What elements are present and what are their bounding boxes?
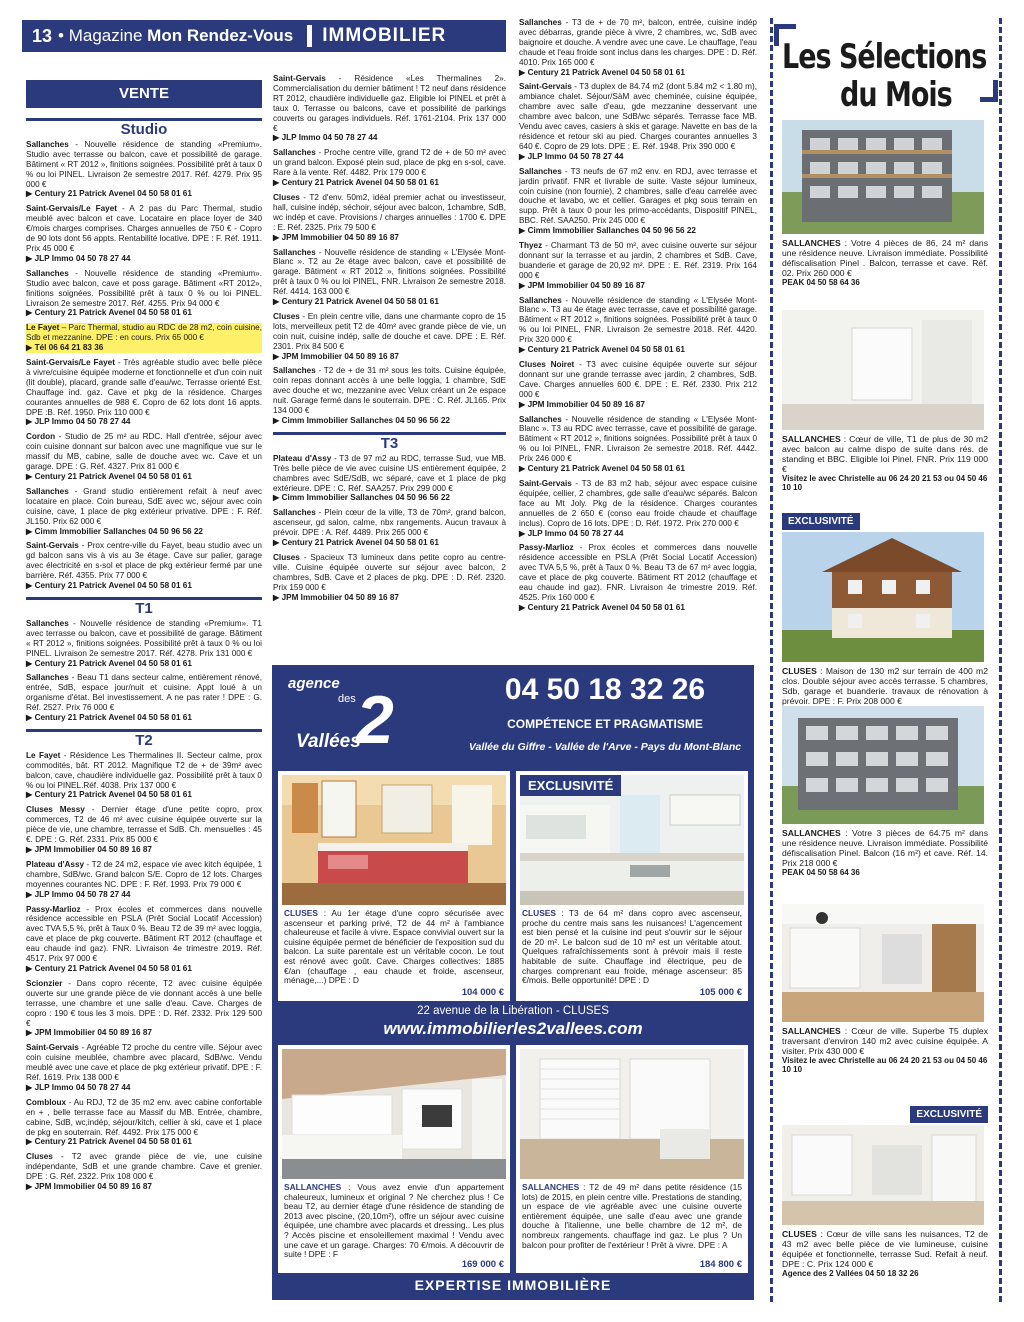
- selection-text: SALLANCHES : Cœur de ville. Superbe T5 duplex traversant d'environ 140 m2 avec cuisine équipée. A visiter. Prix 430 000 €: [782, 1026, 988, 1056]
- selection-contact: Agence des 2 Vallées 04 50 18 32 26: [782, 1269, 919, 1278]
- selection-photo-living: [782, 904, 984, 1022]
- classified-ad: Saint-Gervais - Agréable T2 proche du centre ville. Séjour avec coin cuisine meublée, chambre avec placard, SdB/wc. Vendu meublé avec une cave et place de pkg extérieur privatif. DPE : F. Réf. 1619. Prix 138 000 € ▶ JLP Immo 04 50 78 27 44: [26, 1043, 262, 1092]
- listing-price: 184 800 €: [699, 1259, 742, 1270]
- listing-price: 104 000 €: [461, 987, 504, 998]
- classified-ad: Combloux - Au RDJ, T2 de 35 m2 env. avec cabine confortable en + , belle terrasse face au Massif du MB. Entrée, chambre, cabine, SdB, wc,indép, séjour/kitch, cellier à ski, cave et 1 place de pkg en souterrain. Réf. 4492. Prix 175 000 € ▶ Century 21 Patrick Avenel 04 50 58 01 61: [26, 1097, 262, 1147]
- classified-ad: Sallanches - Plein cœur de la ville, T3 de 70m², grand balcon, ascenseur, gd salon, calme, nbx rangements. Aucun travaux à prévoir. DPE : A. Réf. 4489. Prix 265 000 € ▶ Century 21 Patrick Avenel 04 50 58 01 61: [273, 508, 506, 548]
- classified-ad: Cluses Messy - Dernier étage d'une petite copro, prox commerces, T2 de 46 m² avec cuisine équipée ouverte sur la pièce de vie, une chambre, terrasse et SdB. Ch. mensuelles : 45 €. DPE : G. Réf. 2331. Prix 85 000 € ▶ JPM Immobilier 04 50 89 16 87: [26, 805, 262, 854]
- selection-item: [782, 310, 988, 492]
- selection-item: [782, 1104, 988, 1278]
- selection-text: SALLANCHES : Votre 4 pièces de 86, 24 m² dans une résidence neuve. Livraison immédiate. Possibilité défiscalisation Pinel . Balcon, terrasse et cave. Réf. 02. Prix 260 000 €: [782, 238, 988, 278]
- section-t2: T2: [26, 729, 262, 746]
- selection-text: SALLANCHES : Votre 3 pièces de 64.75 m² dans une résidence neuve. Livraison immédiate. Possibilité défiscalisation Pinel. Balcon (16 m²) et cave. Réf. 14. Prix 218 000 €: [782, 828, 988, 868]
- agency-header: [272, 665, 754, 765]
- agency-phone: 04 50 18 32 26: [504, 673, 706, 706]
- selection-photo-house: [782, 532, 984, 662]
- selection-contact: Visitez le avec Christelle au 06 24 20 21 53 ou 04 50 46 10 10: [782, 474, 988, 492]
- classified-ad: Cluses - Spacieux T3 lumineux dans petite copro au centre-ville. Cuisine équipée ouverte sur séjour avec balcon, 2 chambres, SdB. Cave et 2 places de pkg. DPE : D. Réf. 2320. Prix 159 000 € ▶ JPM Immobilier 04 50 89 16 87: [273, 552, 506, 602]
- classified-ad: Cordon - Studio de 25 m² au RDC. Hall d'entrée, séjour avec coin cuisine donnant sur balcon avec une magnifique vue sur le massif du MB, cabine, salle de douche avec wc. Cave et un garage. DPE : G. Réf. 4327. Prix 81 000 € ▶ Century 21 Patrick Avenel 04 50 58 01 61: [26, 432, 262, 481]
- listing-text: CLUSES : T3 de 64 m² dans copro avec ascenseur, proche du centre mais sans les nuisances! L'agencement est bien pensé et la cuisine ind peut s'ouvrir sur le séjour de 20 m². Le balcon sud de 10 m² est un véritable atout. Quelques rafraîchissements sont à prévoir mais il reste habitable de suite. Chauffage ind électrique, peu de charges comprenant eau froide, ménage ascenseur: 85 €/mois. Belle opportunité! DPE : D: [522, 908, 742, 986]
- selection-photo-building: [782, 120, 984, 234]
- page-header: [22, 20, 506, 52]
- selection-photo-room: [782, 1125, 984, 1225]
- classified-ad: Passy-Marlioz - Prox écoles et commerces dans nouvelle résidence accessible en PSLA (Prêt Social Locatif Accession) avec TVA 5,5 %, prêt à Taux 0 %. Beau T3 de 67 m² avec loggia, cave et place de pkg couverte. Bâtiment RT 2012 (chauffage et eau chaude ind gaz). FNR. Livraison 4e trimestre 2019. Réf. 4525. Prix 160 000 € ▶ Century 21 Patrick Avenel 04 50 58 01 61: [519, 543, 757, 612]
- classified-ad: Sallanches - Nouvelle résidence de standing « L'Elysée Mont-Blanc ». T3 au 4e étage avec terrasse, cave et possibilité garage. Bâtiment « RT 2012 », finitions soignées. Possibilité prêt à taux 0 % ou loi PINEL, FNR. Livraison 2e semestre 2018. Réf. 4420. Prix 320 000 € ▶ Century 21 Patrick Avenel 04 50 58 01 61: [519, 295, 757, 355]
- agency-area: Vallée du Giffre - Vallée de l'Arve - Pays du Mont-Blanc: [468, 741, 742, 753]
- selection-item: [782, 706, 988, 877]
- classified-ad: Thyez - Charmant T3 de 50 m², avec cuisine ouverte sur séjour donnant sur la terrasse et au jardin, 2 chambres et SdB. Cave, buanderie et garage de 20,92 m². DPE : E. Réf. 2319. Prix 164 000 € ▶ JPM Immobilier 04 50 89 16 87: [519, 241, 757, 290]
- column-3: [519, 18, 757, 618]
- classified-ad: Cluses Noiret - T3 avec cuisine équipée ouverte sur séjour donnant sur une grande terrasse avec jardin, 2 chambres, SdB. Cave. Charges annuelles 600 €. DPE : E. Réf. 2330. Prix 212 000 € ▶ JPM Immobilier 04 50 89 16 87: [519, 360, 758, 409]
- section-t1: T1: [26, 597, 262, 614]
- classified-ad: Le Fayet - Résidence Les Thermalines II. Secteur calme, prox commodités, bât. RT 2012. Magnifique T2 de + de 39m² avec balcon, cave, chaudière individuelle gaz. Possibilité prêt à taux 0 % ou loi PINEL.Réf. 4038. Prix 137 000 € ▶ Century 21 Patrick Avenel 04 50 58 01 61: [26, 750, 262, 800]
- agency-tagline: COMPÉTENCE ET PRAGMATISME: [507, 717, 703, 731]
- listing-text: CLUSES : Au 1er étage d'une copro sécurisée avec ascenseur et parking privé, T2 de 44 m² à l'ambiance chaleureuse et facile à vivre. Espace convivial ouvert sur la cuisine équipée permet de bénéficier de l'exposition sud du balcon. La suite parentale est un véritable cocon. Le tout est rénové avec goût. Cave. Charges collectives: 1885 €/an (chauffage , eau chaude et froide, ascenseur, ménage,...) DPE : D: [284, 908, 504, 986]
- selection-photo-building: [782, 706, 984, 824]
- section-studio: Studio: [26, 118, 262, 135]
- agency-website-link[interactable]: www.immobilierles2vallees.com: [383, 1019, 643, 1038]
- classified-ad: Saint-Gervais - T3 de 83 m2 hab, séjour avec espace cuisine équipée, cellier, 2 chambres, gde salle d'eau/wc séparés. Balcon face au Mt Joly. Pkg de la résidence. Charges courantes annuelles de 2 650 € (conso eau froide chaude et chauffage inclus). Copro de 16 lots. DPE : D. Réf. 1972. Prix 270 000 € ▶ JLP Immo 04 50 78 27 44: [519, 478, 757, 538]
- listing-photo-bedroom: [282, 775, 506, 905]
- classified-ad: Saint-Gervais - T3 duplex de 84.74 m2 (dont 5.84 m2 < 1.80 m), ambiance chalet. Séjour/SàM avec cheminée, cuisine équipée, chambre avec salle d'eau, gde mezzanine desservant une chambre avec balcon, une SdB/wc séparés. Terrasse face MB. Vendu avec caves, casiers à skis et garage. Navette en bas de la résidence et retour ski au pied. Charges courantes annuelles 3 640 €. Copro de 29 lots. DPE : E. Réf. 1948. Prix 390 000 € ▶ JLP Immo 04 50 78 27 44: [519, 82, 757, 161]
- classified-ad: Sallanches - Nouvelle résidence de standing «Premium». Studio avec terrasse ou balcon, cave et possibilité de garage. Bâtiment « RT 2012 », finitions soignées. Possibilité prêt à taux 0 % ou loi PINEL. Livraison 2e semestre 2017. Réf. 4279. Prix 95 000 € ▶ Century 21 Patrick Avenel 04 50 58 01 61: [26, 139, 262, 199]
- classified-ad: Sallanches - Nouvelle résidence de standing «Premium». Studio avec balcon, cave et poss garage. Bâtiment «RT 2012», finitions soignées. Possibilité prêt à taux 0 % ou loi PINEL. Livraison 2e semestre 2017. Réf. 4255. Prix 94 000 € ▶ Century 21 Patrick Avenel 04 50 58 01 61: [26, 268, 262, 318]
- classified-ad: Passy-Marlioz - Prox écoles et commerces dans nouvelle résidence accessible en PSLA (Prêt Social Locatif Accession) avec TVA 5,5 %, prêt à Taux 0 %. Beau T2 de 39 m² avec loggia, cave et place de pkg couverte. Bâtiment RT 2012 (chauffage et eau chaude ind gaz). FNR. Livraison 4e trimestre 2019. Réf. 4517. Prix 97 000 € ▶ Century 21 Patrick Avenel 04 50 58 01 61: [26, 904, 262, 973]
- listing-photo-kitchen: [282, 1049, 506, 1179]
- page-number: 13: [32, 25, 53, 46]
- selection-item: [782, 511, 988, 715]
- classified-ad: Sallanches - Nouvelle résidence de standing «Premium». T1 avec terrasse ou balcon, cave et possibilité de garage. Bâtiment « RT 2012 », finitions soignées. Possibilité prêt à taux 0 % ou loi PINEL. Livraison 2e semestre 2017. Réf. 4278. Prix 131 000 € ▶ Century 21 Patrick Avenel 04 50 58 01 61: [26, 618, 262, 668]
- listing-price: 105 000 €: [699, 987, 742, 998]
- selection-photo-room: [782, 310, 984, 430]
- listing-text: SALLANCHES : T2 de 49 m² dans petite résidence (15 lots) de 2015, en plein centre ville. Prestations de standing, un espace de vie agréable avec une cuisine ouverte entièrement équipée, une salle d'eau avec une grande douche à l'italienne, une belle chambre de 12 m², de nombreux rangements. chauffage ind gaz. Le plus ? Un balcon pour profiter de l'extérieur ! Prêt à vivre. DPE : A: [522, 1182, 742, 1250]
- classified-ad: Plateau d'Assy - T2 de 24 m2, espace vie avec kitch équipée, 1 chambre, SdB/wc. Grand balcon S/E. Copro de 12 lots. Charges moyennes courantes NC. DPE : F. Réf. 1993. Prix 79 000 € ▶ JLP Immo 04 50 78 27 44: [26, 859, 263, 899]
- agency-listing-card: [516, 771, 748, 1001]
- selection-text: CLUSES : Maison de 130 m2 sur terrain de 400 m2 clos. Double séjour avec accès terrasse. 5 chambres, Sdb, garage et buanderie. travaux de rénovation à prévoir. DPE : F. Prix 208 000 €: [782, 666, 988, 706]
- exclusivite-badge: EXCLUSIVITÉ: [520, 775, 621, 796]
- selection-contact: PEAK 04 50 58 64 36: [782, 868, 860, 877]
- agency-listing-card: [278, 1045, 510, 1273]
- agency-address: 22 avenue de la Libération - CLUSES: [417, 1005, 609, 1017]
- selection-text: CLUSES : Cœur de ville sans les nuisances, T2 de 43 m2 avec belle pièce de vie lumineuse, cuisine équipée et fonctionnelle, terrasse Sud. Refait à neuf. DPE : C. Prix 124 000 €: [782, 1229, 988, 1269]
- classified-ad: Sallanches - Beau T1 dans secteur calme, entièrement rénové, entrée, SdB, espace jour/nuit et cuisine. Appt loué à un organisme d'état. Bel investissement. A ne pas rater ! DPE : G. Réf. 2527. Prix 76 000 € ▶ Century 21 Patrick Avenel 04 50 58 01 61: [26, 673, 262, 723]
- listing-photo-living: [520, 1049, 744, 1179]
- classified-ad: Sallanches - Grand studio entièrement refait à neuf avec locataire en place. Coin bureau, SdE avec wc, séjour avec coin cuisine, cave, 1 place de pkg extérieur privative. DPE : F. Réf. JL150. Prix 62 000 € ▶ Cimm Immobilier Sallanches 04 50 96 56 22: [26, 486, 262, 536]
- selection-item: [782, 120, 988, 287]
- section-title: IMMOBILIER: [322, 25, 447, 46]
- classified-ad: Plateau d'Assy - T3 de 97 m2 au RDC, terrasse Sud, vue MB. Très belle pièce de vie avec cuisine US entièrement équipée, 2 chambres avec SdE/SdB, wc séparé, cave et 1 place de pkg extérieure. DPE : C. Réf. SAA257. Prix 299 000 € ▶ Cimm Immobilier Sallanches 04 50 96 56 22: [273, 453, 506, 503]
- column-1: [26, 74, 262, 1197]
- agency-listing-card: [516, 1045, 748, 1273]
- classified-ad: Cluses - En plein centre ville, dans une charmante copro de 15 lots, merveilleux petit T2 de 40m² avec grande pièce de vie, un coin nuit, cuisine indép, salle de douche et cave. DPE : E. Réf. 2301. Prix 84 500 € ▶ JPM Immobilier 04 50 89 16 87: [273, 311, 506, 361]
- classified-ad: Sallanches - Nouvelle résidence de standing « L'Elysée Mont-Blanc ». T3 au RDC avec terrasse, cave et possibilité de garage. Bâtiment « RT 2012 », finitions soignées. Possibilité prêt à taux 0 % ou loi PINEL, FNR. Livraison 2e semestre 2018. Réf. 4442. Prix 246 000 € ▶ Century 21 Patrick Avenel 04 50 58 01 61: [519, 414, 757, 474]
- listing-price: 169 000 €: [461, 1259, 504, 1270]
- classified-ad: Sallanches - T2 de + de 31 m² sous les toits. Cuisine équipée, coin repas donnant accès à une belle loggia, 1 chambre, SdE avec douche et wc, mezzanine avec Velux créant un 2e espace nuit. Garage fermé dans le souterrain. DPE : C. Réf. JL165. Prix 134 000 € ▶ Cimm Immobilier Sallanches 04 50 96 56 22: [273, 366, 506, 425]
- agency-footer: EXPERTISE IMMOBILIÈRE: [414, 1277, 612, 1293]
- exclusivite-badge: EXCLUSIVITÉ: [782, 513, 860, 530]
- column-2: [273, 74, 506, 608]
- classified-ad: Sallanches - Proche centre ville, grand T2 de + de 50 m² avec un grand balcon. Exposé plein sud, place de pkg en s-sol, cave. Rare à la vente. Réf. 4482. Prix 179 000 € ▶ Century 21 Patrick Avenel 04 50 58 01 61: [273, 148, 506, 188]
- agency-logo: agence des 2 Vallées: [278, 671, 454, 759]
- studio-ads: [26, 140, 262, 591]
- selection-contact: PEAK 04 50 58 64 36: [782, 278, 860, 287]
- classified-ad-highlighted: Le Fayet – Parc Thermal, studio au RDC de 28 m2, coin cuisine, Sdb et mezzanine. DPE : en cours. Prix 65 000 € ▶ Tél 06 64 21 83 36: [26, 323, 262, 353]
- vente-banner: VENTE: [26, 80, 262, 108]
- agency-advert: [272, 665, 754, 1300]
- classified-ad: Cluses - T2 d'env. 50m2, idéal premier achat ou investisseur, hall, cuisine indép, séchoir, séjour avec balcon, 1chambre, SdB, wc indép et cave. Provisions / charges annuelles : 1700 €. DPE : E. Réf. 2325. Prix 79 500 € ▶ JPM Immobilier 04 50 89 16 87: [273, 192, 506, 242]
- classified-ad: Scionzier - Dans copro récente, T2 avec cuisine équipée ouverte sur une grande pièce de vie donnant accès à une belle terrasse, une chambre et une salle d'eau. Cave. Charges de copro : 190 € tous les 3 mois. DPE : D. Réf. 2332. Prix 129 500 € ▶ JPM Immobilier 04 50 89 16 87: [26, 978, 262, 1038]
- selection-item: [782, 904, 988, 1074]
- magazine-name: • Magazine Mon Rendez-Vous: [58, 26, 294, 45]
- section-t3: T3: [273, 432, 506, 449]
- agency-listing-card: [278, 771, 510, 1001]
- selection-contact: Visitez le avec Christelle au 06 24 20 21 53 ou 04 50 46 10 10: [782, 1056, 988, 1074]
- classified-ad: Saint-Gervais - Prox centre-ville du Fayet, beau studio avec un gd balcon sans vis à vis au 3e étage. Cave sur palier, garage avec électricité en s-sol et place de pkg extérieur fermé par une barrière. Réf. 4355. Prix 77 000 € ▶ Century 21 Patrick Avenel 04 50 58 01 61: [26, 541, 262, 591]
- selection-text: SALLANCHES : Cœur de ville, T1 de plus de 30 m2 avec balcon au calme dispo de suite dans rés. de standing et BBC. Eligible loi Pinel. FNR. Prix 119 000 €: [782, 434, 988, 474]
- header-separator: [307, 25, 312, 47]
- classified-ad: Saint-Gervais/Le Fayet - A 2 pas du Parc Thermal, studio meublé avec balcon et cave. Locataire en place loyer de 340 €/mois charges comprises. Charges annuelles de 750 € - Copro de 90 lots dont 56 appts. Rentabilité locative. DPE : F. Réf. 1911. Prix 45 000 € ▶ JLP Immo 04 50 78 27 44: [26, 204, 262, 263]
- classified-ad: Sallanches - Nouvelle résidence de standing « L'Elysée Mont-Blanc ». T2 au 2e étage avec balcon, cave et possibilité de garage. Bâtiment « RT 2012 », finitions soignées. Possibilité prêt à taux 0 % ou loi PINEL, FNR. Livraison 2e semestre 2018. Réf. 4414. 163 000 € ▶ Century 21 Patrick Avenel 04 50 58 01 61: [273, 247, 506, 307]
- classified-ad: Saint-Gervais/Le Fayet - Très agréable studio avec belle pièce à vivre/cuisine équipée moderne et fonctionnelle et d'un coin nuit (lit double), placard, grande salle d'eau/wc. Terrasse orienté Est. Chauffage ind. gaz. Cave et pkg de la résidence. Charges courantes annuelles de 988 €. Copro de 62 lots dont 16 appts. DPE :B. Réf. 1950. Prix 110 000 € ▶ JLP Immo 04 50 78 27 44: [26, 358, 263, 427]
- classified-ad: Saint-Gervais - Résidence «Les Thermalines 2». Commercialisation du dernier bâtiment ! T2 neuf dans résidence RT 2012, chaudière individuelle gaz. Eligible loi PINEL et prêt à taux 0. Terrasse ou balcons, cave et possibilité de parkings couverts ou garages individuels. Réf. 1761-2104. Prix 137 000 € ▶ JLP Immo 04 50 78 27 44: [273, 74, 506, 143]
- exclusivite-badge: EXCLUSIVITÉ: [910, 1106, 988, 1123]
- classified-ad: Cluses - T2 avec grande pièce de vie, une cuisine indépendante, SdB et une grande chambre. Cave et grenier. DPE : G. Réf. 2322. Prix 108 000 € ▶ JPM Immobilier 04 50 89 16 87: [26, 1152, 262, 1192]
- listing-text: SALLANCHES : Vous avez envie d'un appartement chaleureux, lumineux et original ? Ne cherchez plus ! Ce beau T2, au dernier étage d'une résidence de standing de 2013 avec piscine, (20,10m²), offre un séjour avec cuisine équipée, une chambre avec placards et dressing.. Les plus ? Accès piscine et ensoleillement maximal ! Vendu avec une cave et un garage. Charges: 70 €/mois. A découvrir de suite ! DPE : F: [284, 1182, 504, 1260]
- classified-ad: Sallanches - T3 neufs de 67 m2 env. en RDJ, avec terrasse et jardin privatif. FNR et livrable de suite. Vaste séjour lumineux, coin cuisine (non fournie), 2 chambres, salle d'eau carrelée avec douche et lavabo, wc et cellier. Garages et pkg sous terrain en supp. Prêt à taux 0 pour les primo-accédants, Dispositif PINEL, BBC. Réf. SAA250. Prix 245 000 € ▶ Cimm Immobilier Sallanches 04 50 96 56 22: [519, 166, 757, 236]
- classified-ad: Sallanches - T3 de + de 70 m², balcon, entrée, cuisine indép avec débarras, grande pièce à vivre, 2 chambres, wc, SdB avec baignoire et douche. A vendre avec une cave. Le chauffage, l'eau chaude et l'eau froide sont inclus dans les charges. DPE : D. Réf. 4010. Prix 165 000 € ▶ Century 21 Patrick Avenel 04 50 58 01 61: [519, 18, 757, 77]
- selections-title: Les Sélections du Mois: [770, 20, 1002, 110]
